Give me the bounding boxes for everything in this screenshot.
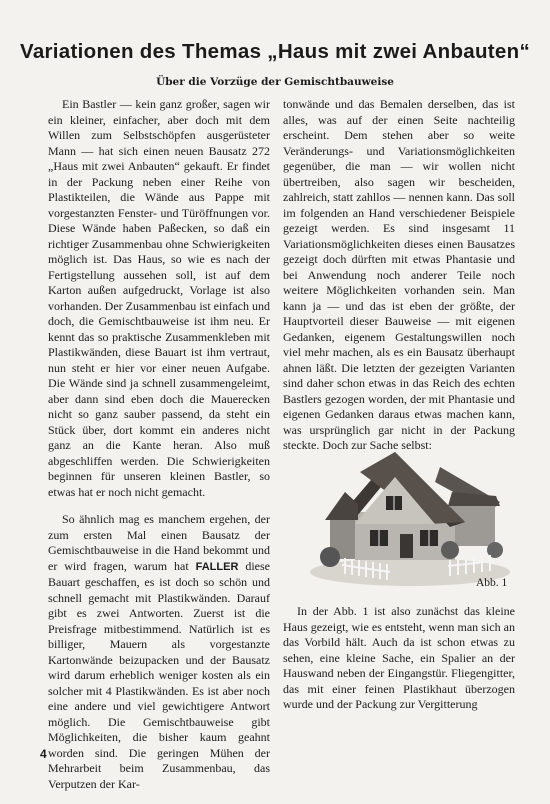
- house-model-photo: [300, 432, 515, 597]
- brand-faller: FALLER: [195, 560, 239, 573]
- paragraph-faller: [48, 512, 270, 792]
- right-column-bottom: [283, 604, 515, 713]
- left-column: [48, 97, 270, 804]
- page-number: 4: [40, 747, 47, 761]
- page-subtitle: Über die Vorzüge der Gemischtbauweise: [156, 76, 394, 88]
- paragraph-text: diese Bauart geschaffen, es ist doch so schön und schnell gemacht mit Plastikwänden. Darauf gibt es zwei Antworten. Zuerst ist die Preisfrage mitbestimmend. Natürlich ist es billiger, Mauern als vorgestanzte Kartonwände beizupacken und der Bausatz wird darum erheblich weniger kosten als ein solcher mit 4 Plastikwänden. Es ist aber noch eine andere und viel gewichtigere Antwort möglich. Die Gemischtbauweise gibt Möglichkeiten, die bisher kaum geahnt worden sind. Die geringen Mühen der Mehrarbeit beim Zusammenbau, das Verputzen der Kar-: [48, 558, 270, 791]
- paragraph-intro: Ein Bastler — kein ganz großer, sagen wir ein kleiner, einfacher, aber doch mit dem Willen zum Selbstschöpfen ausgerüsteter Mann — hat sich einen neuen Bausatz 272 „Haus mit zwei Anbauten“ gekauft. Er findet in der Packung neben einer Reihe von Plastikteilen, die Wände aus Pappe mit vorgestanzten Fenster- und Türöffnungen vor. Diese Wände haben Paßecken, so daß ein richtiger Zusammenbau ohne Schwierigkeiten möglich ist. Das Haus, so wie es nach der Fertigstellung aussehen soll, ist auf dem Karton außen aufgedruckt, Vorlage ist also vorhanden. Der Zusammenbau ist einfach und doch, die Gemischtbauweise ist ihm neu. Er kennt das so praktische Zusammenkleben mit Plastikwänden, diese Bauart ist ihm vertraut, nun steht er hier vor einer neuen Aufgabe. Die Wände sind ja schnell zusammengeleimt, aber dann sind eben doch die Mauerecken nicht so ganz sauber passend, da steht ein Stück über, dort kommt ein anderes nicht ganz an die Kante heran. Also muß abgeschliffen werden. Die Schwierigkeiten beginnen für unseren kleinen Bastler, so etwas hat er noch nicht gemacht.: [48, 97, 270, 499]
- paragraph-text: So ähnlich mag es manchem ergehen, der zum ersten Mal einen Bausatz der Gemischtbauweise in die Hand bekommt und er wird fragen, warum hat: [48, 512, 270, 573]
- paragraph-continuation: tonwände und das Bemalen derselben, das ist alles, was auf der einen Seite nachteilig erscheint. Dem stehen aber so weite Veränderungs- und Variationsmöglichkeiten gegenüber, die man — wir wollen nicht übertreiben, also sagen wir bescheiden, zahlreich, statt zahllos — nennen kann. Das soll im folgenden an Hand verschiedener Beispiele gezeigt werden. Es sind insgesamt 11 Variationsmöglichkeiten dieses einen Bausatzes gezeigt doch dürften mit etwas Phantasie und bei Anwendung noch anderer Teile noch weitere Möglichkeiten vorhanden sein. Man kann ja — und das ist eben der größte, der Hauptvorteil dieser Bauweise — mit eigenen Gedanken, eigenem Gestaltungswillen noch viel mehr machen, als es ein Bausatz überhaupt ahnen läßt. Die letzten der gezeigten Varianten sind daher schon etwas in das Reich des echten Bastlers gezogen worden, der mit Phantasie und eigenen Gedanken daraus etwas machen kann, was ursprünglich gar nicht in der Packung steckte. Doch zur Sache selbst:: [283, 97, 515, 452]
- figure-caption: Abb. 1: [476, 577, 508, 589]
- right-column-top: [283, 97, 515, 454]
- page-title: Variationen des Themas „Haus mit zwei Anbauten“: [19, 40, 530, 63]
- house-illustration: [300, 432, 515, 597]
- paragraph-abb1: In der Abb. 1 ist also zunächst das kleine Haus gezeigt, wie es entsteht, wenn man sich an das Vorbild hält. Auch da ist schon etwas zu sehen, eine kleine Sache, ein Spalier an der Hauswand neben der Eingangstür. Fliegengitter, das mit einer feinen Plastikhaut überzogen wurde und der Packung zur Vergitterung: [283, 604, 515, 711]
